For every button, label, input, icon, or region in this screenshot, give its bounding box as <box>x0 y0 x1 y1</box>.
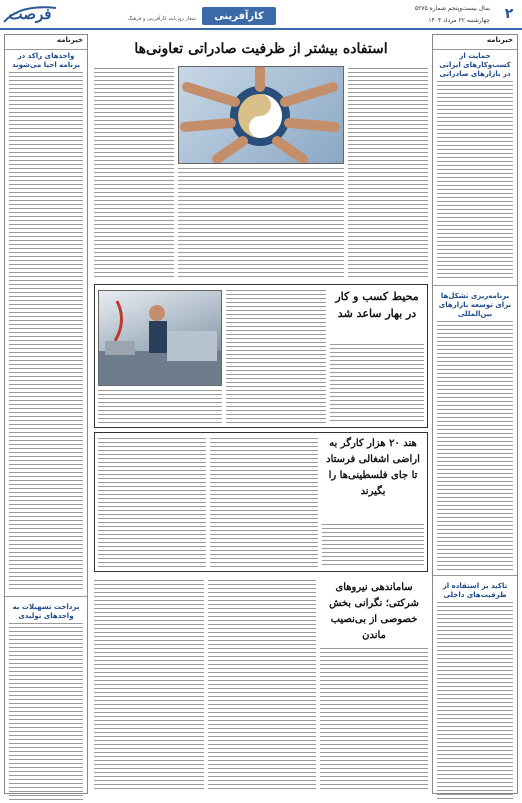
hands-circle-image <box>178 67 343 164</box>
left-sidebar <box>4 34 88 794</box>
organize-headline[interactable]: ساماندهی نیروهای شرکتی؛ نگرانی بخش خصوصی از بی‌نصیب ماندن <box>329 582 419 641</box>
right-sidebar-heading: خبرنامه <box>433 35 517 50</box>
organize-story-body <box>320 648 428 790</box>
left-sidebar-story-title[interactable]: پرداخت تسهیلات به واحدهای تولیدی <box>12 603 80 620</box>
organize-story-body-3 <box>94 580 204 790</box>
business-story-body-2 <box>226 290 326 424</box>
factory-worker-image <box>98 291 221 386</box>
tagline: شعار روزنامه کارآفرینی و فرهنگ <box>127 16 196 22</box>
workers-headline[interactable]: هند ۲۰ هزار کارگر به اراضی اشغالی فرستاد تا جای فلسطینی‌ها را بگیرند <box>326 438 420 497</box>
workers-story-body-3 <box>98 438 206 568</box>
left-sidebar-story-title[interactable]: واحدهای راکد در برنامه احیا می‌شوند <box>12 52 80 69</box>
right-sidebar-story-title[interactable]: حمایت از کسب‌وکارهای ایرانی در بازارهای صادراتی <box>439 52 511 78</box>
right-sidebar-story-title[interactable]: تاکید بر استفاده از ظرفیت‌های داخلی <box>442 582 508 599</box>
dateline: چهارشنبه ۲۲ مرداد ۱۴۰۴ <box>428 17 490 24</box>
right-sidebar <box>432 34 518 794</box>
main-story-body-middle <box>178 168 344 280</box>
main-headline[interactable]: استفاده بیشتر از ظرفیت صادراتی تعاونی‌ها <box>134 41 388 57</box>
workers-story-body-2 <box>210 438 318 568</box>
section-tag[interactable]: کارآفرینی <box>202 7 276 25</box>
newspaper-logo[interactable] <box>0 0 60 28</box>
right-sidebar-story-title[interactable]: برنامه‌ریزی تشکل‌ها برای توسعه بازارهای بین‌المللی <box>438 292 512 318</box>
business-story-body <box>330 344 424 424</box>
main-story-body-right <box>348 68 428 280</box>
page-number: ۲ <box>504 6 514 22</box>
workers-story-body <box>322 524 424 568</box>
right-sidebar-story-body <box>437 321 513 571</box>
right-sidebar-story-body <box>437 602 513 802</box>
main-story-photo <box>178 66 344 164</box>
left-sidebar-story-body <box>9 72 83 592</box>
left-sidebar-story-body <box>9 623 83 803</box>
left-sidebar-heading: خبرنامه <box>5 35 87 50</box>
main-story-body-left <box>94 68 174 280</box>
business-headline[interactable]: محیط کسب و کار در بهار ساعد شد <box>335 290 419 320</box>
factory-caption <box>98 390 222 424</box>
organize-story-body-2 <box>208 580 316 790</box>
logo-text: فرصت <box>8 5 52 23</box>
factory-photo <box>98 290 222 386</box>
edition-info: سال بیست‌وپنجم شماره ۵۲۷۵ <box>414 5 490 12</box>
right-sidebar-story-body <box>437 81 513 281</box>
